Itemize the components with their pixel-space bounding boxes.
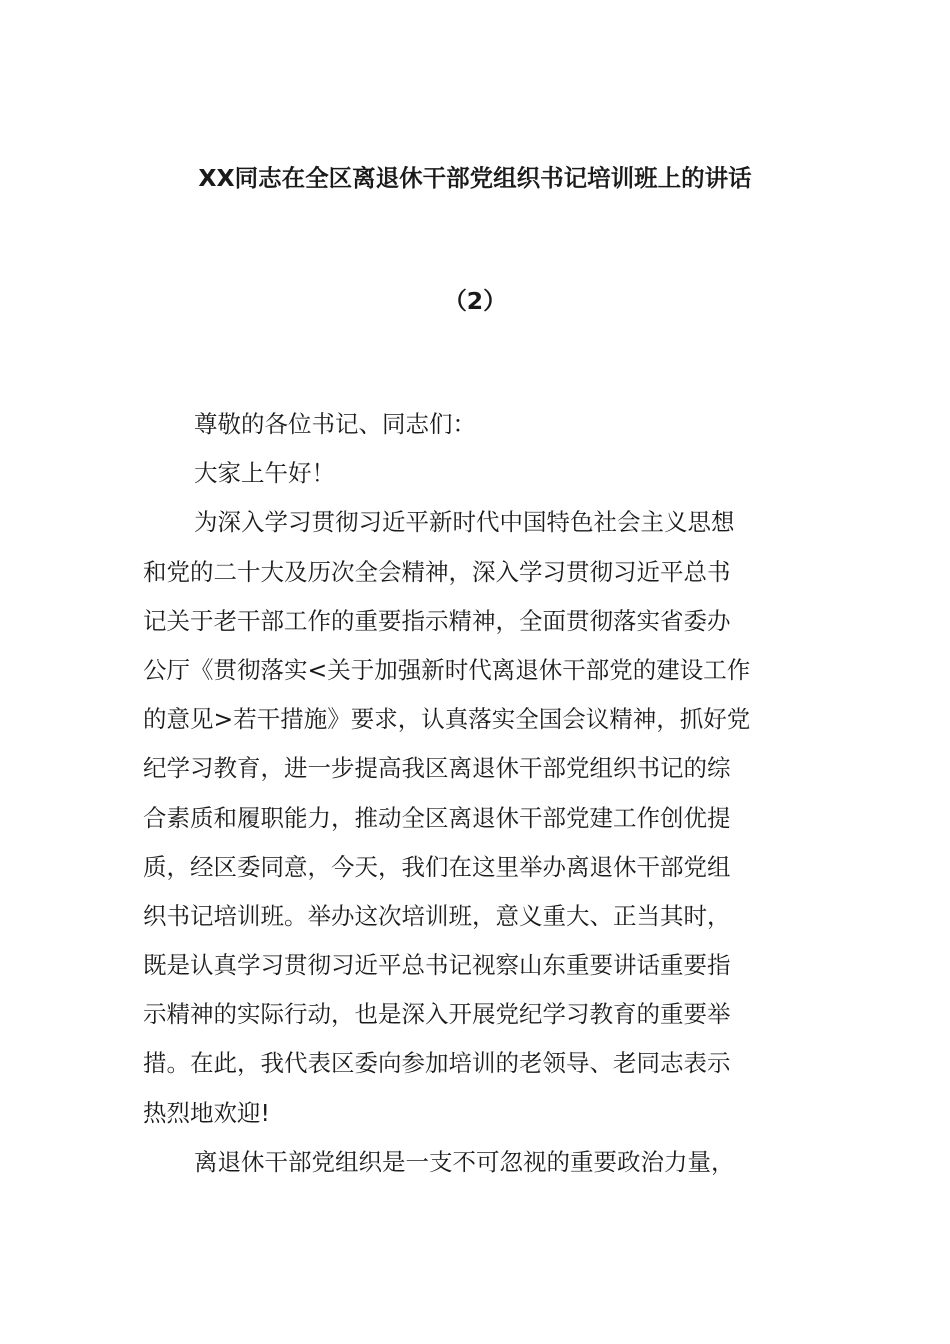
document-title: XX同志在全区离退休干部党组织书记培训班上的讲话 xyxy=(198,164,752,192)
paragraph-line: 合素质和履职能力，推动全区离退休干部党建工作创优提 xyxy=(143,803,731,832)
paragraph-line: 织书记培训班。举办这次培训班，意义重大、正当其时， xyxy=(143,901,731,930)
paragraph-line: 记关于老干部工作的重要指示精神，全面贯彻落实省委办 xyxy=(143,606,731,635)
paragraph-line: 既是认真学习贯彻习近平总书记视察山东重要讲话重要指 xyxy=(143,951,731,980)
greeting-line: 大家上午好！ xyxy=(194,459,335,488)
paragraph-line: 示精神的实际行动，也是深入开展党纪学习教育的重要举 xyxy=(143,1000,731,1029)
paragraph-line: 公厅《贯彻落实<关于加强新时代离退休干部党的建设工作 xyxy=(143,655,751,684)
paragraph-line: 为深入学习贯彻习近平新时代中国特色社会主义思想 xyxy=(194,508,735,537)
paragraph-line: 的意见>若干措施》要求，认真落实全国会议精神，抓好党 xyxy=(143,705,751,734)
salutation-line: 尊敬的各位书记、同志们： xyxy=(194,410,476,438)
document-body xyxy=(143,400,813,1187)
paragraph-line: 离退休干部党组织是一支不可忽视的重要政治力量， xyxy=(194,1147,735,1176)
paragraph-line: 和党的二十大及历次全会精神，深入学习贯彻习近平总书 xyxy=(143,557,731,586)
paragraph-line: 措。在此，我代表区委向参加培训的老领导、老同志表示 xyxy=(143,1049,731,1078)
paragraph-line: 质，经区委同意，今天，我们在这里举办离退休干部党组 xyxy=(143,852,731,881)
paragraph-line: 纪学习教育，进一步提高我区离退休干部党组织书记的综 xyxy=(143,754,731,783)
paragraph-line: 热烈地欢迎! xyxy=(143,1098,270,1127)
document-subtitle: （2） xyxy=(443,287,507,315)
